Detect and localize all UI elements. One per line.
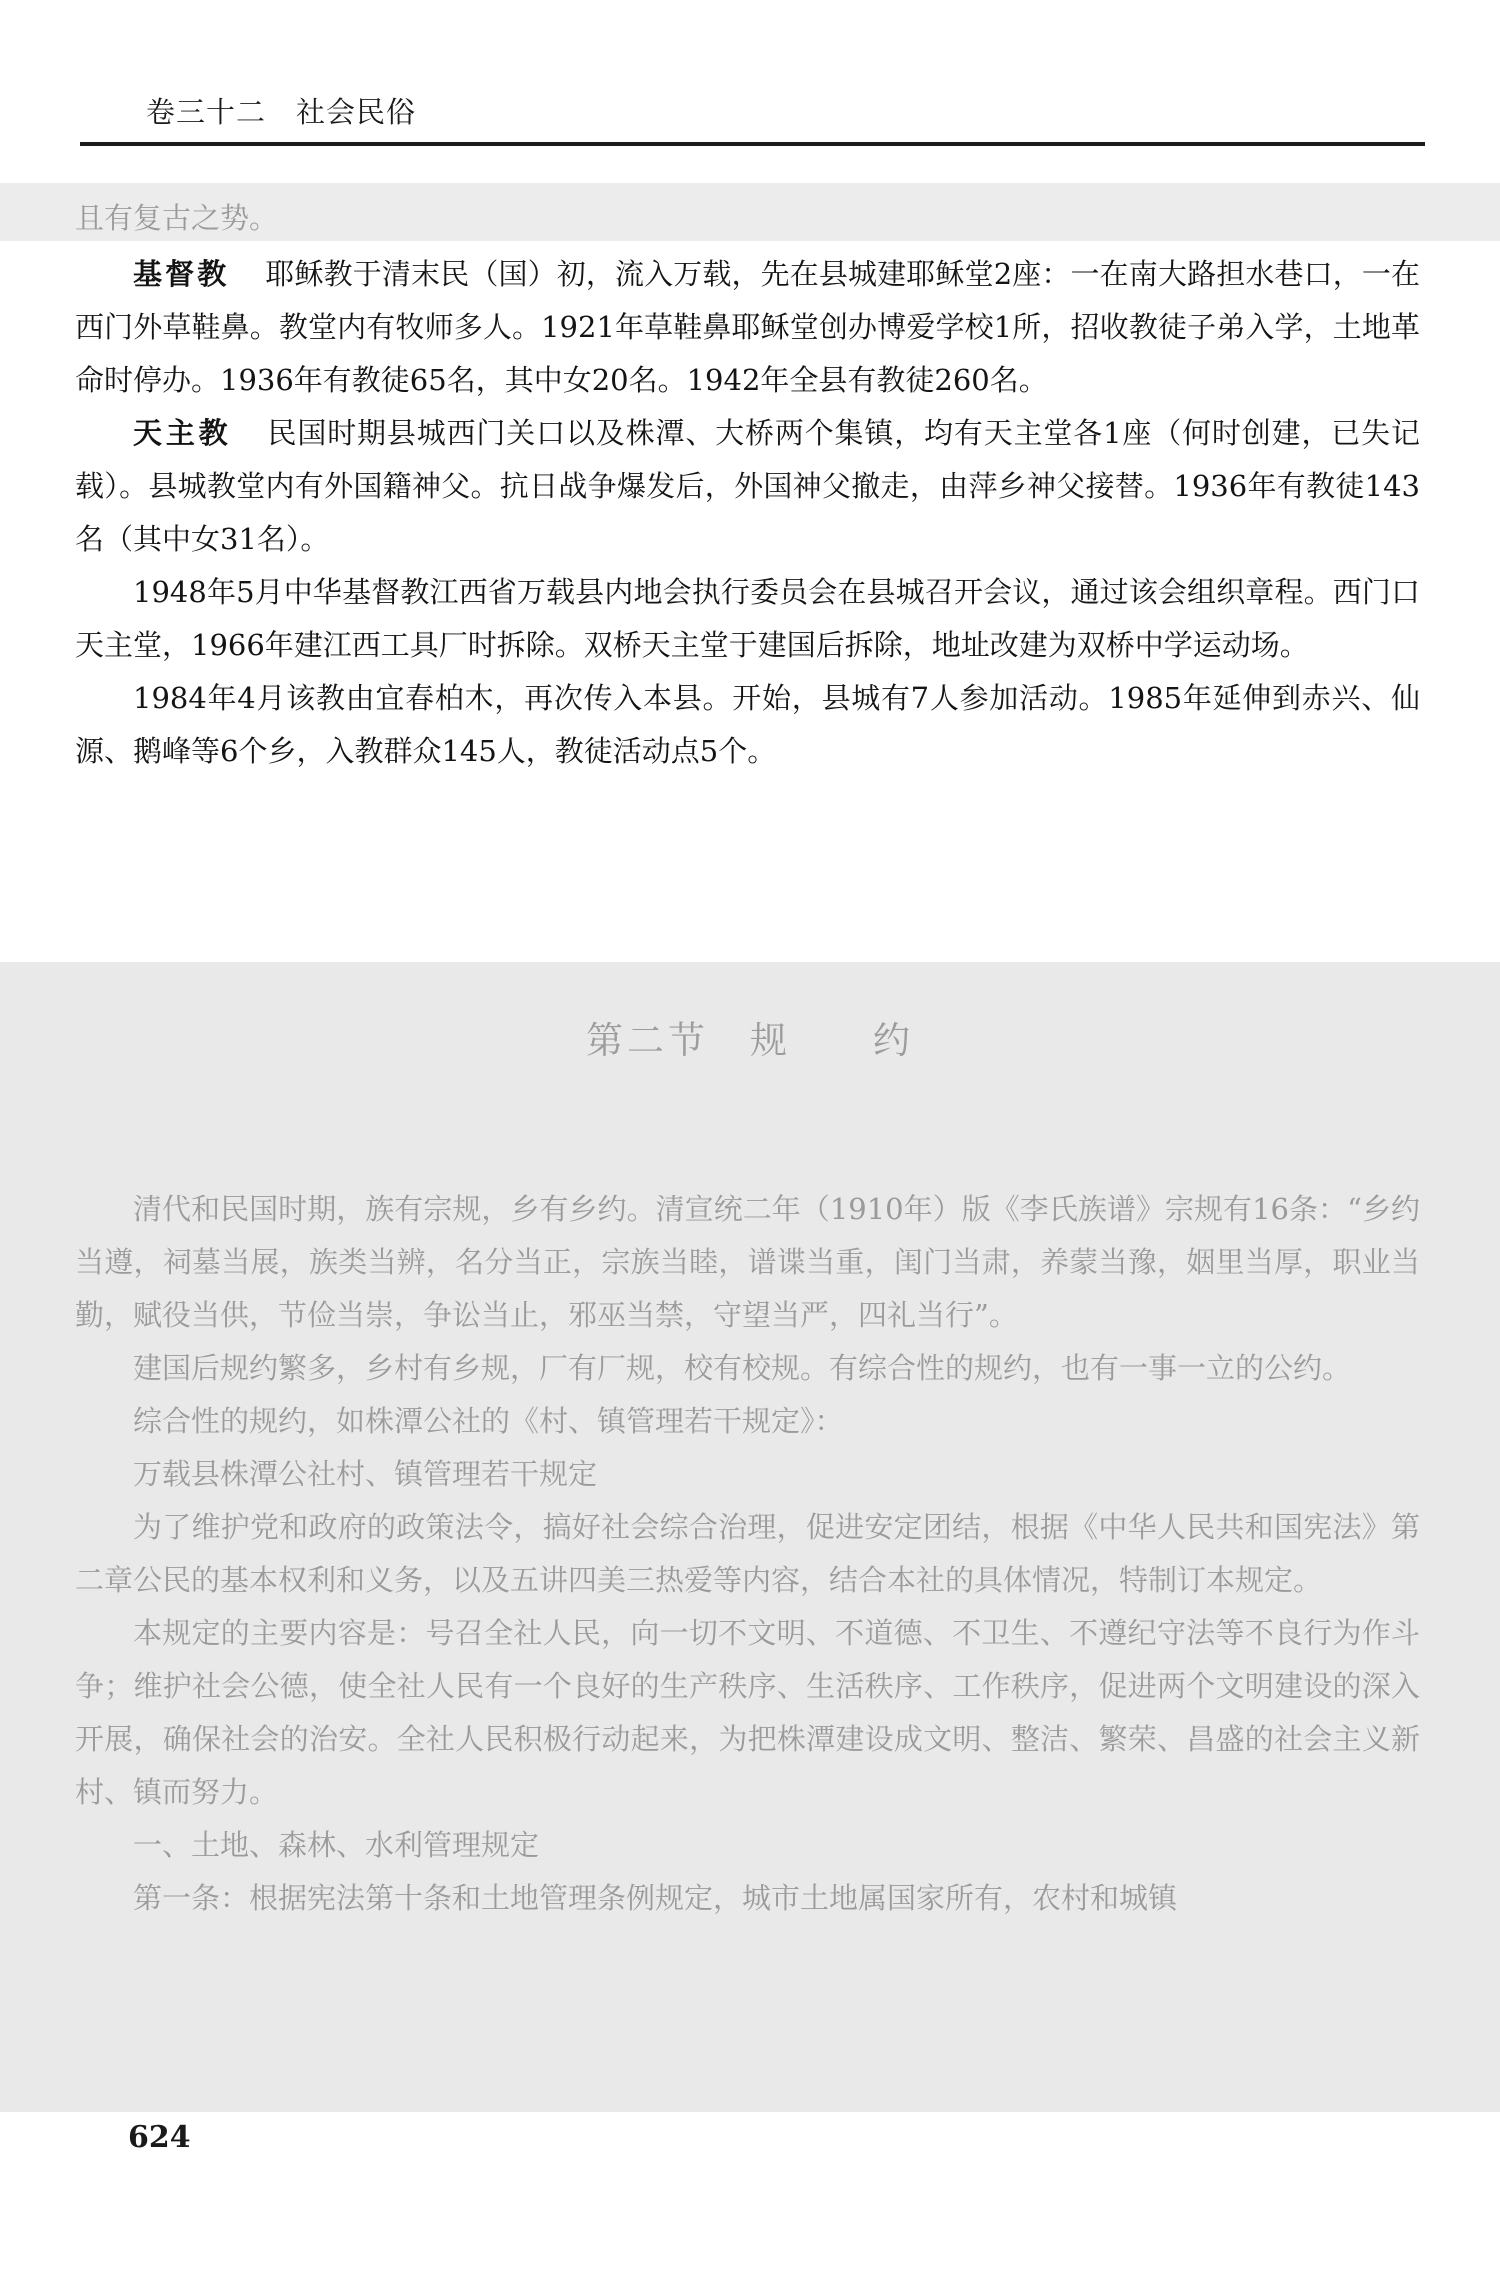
regulation-title: 万载县株潭公社村、镇管理若干规定: [133, 1457, 598, 1491]
catholicism-text: 民国时期县城西门关口以及株潭、大桥两个集镇，均有天主堂各1座（何时创建，已失记载）。县城教堂内有外国籍神父。抗日战争爆发后，外国神父撤走，由萍乡神父接替。1936年有教徒143名（其中女31名）。: [75, 416, 1420, 556]
religion-section: [75, 248, 1420, 778]
subheading: 一、土地、森林、水利管理规定: [133, 1828, 540, 1862]
paragraph: 为了维护党和政府的政策法令，搞好社会综合治理，促进安定团结，根据《中华人民共和国宪法》第二章公民的基本权利和义务，以及五讲四美三热爱等内容，结合本社的具体情况，特制订本规定。: [75, 1510, 1420, 1597]
header-rule: [80, 142, 1425, 146]
paragraph: 综合性的规约，如株潭公社的《村、镇管理若干规定》：: [133, 1404, 844, 1438]
paragraph-1984: 1984年4月该教由宜春柏木，再次传入本县。开始，县城有7人参加活动。1985年延伸到赤兴、仙源、鹅峰等6个乡，入教群众145人，教徒活动点5个。: [75, 681, 1420, 768]
paragraph: 清代和民国时期，族有宗规，乡有乡约。清宣统二年（1910年）版《李氏族谱》宗规有16条：“乡约当遵，祠墓当展，族类当辨，名分当正，宗族当睦，谱谍当重，闺门当肃，养蒙当豫，姻里当厚，职业当勤，赋役当供，节俭当崇，争讼当止，邪巫当禁，守望当严，四礼当行”。: [75, 1192, 1420, 1332]
paragraph: 第一条：根据宪法第十条和土地管理条例规定，城市土地属国家所有，农村和城镇: [133, 1881, 1178, 1915]
christianity-paragraph: [75, 248, 1420, 407]
page-number: 624: [128, 2120, 191, 2155]
catholicism-term: 天主教: [133, 416, 232, 450]
paragraph: 建国后规约繁多，乡村有乡规，厂有厂规，校有校规。有综合性的规约，也有一事一立的公约。: [133, 1351, 1352, 1385]
regulations-section: [75, 1183, 1420, 1925]
chapter-header: 卷三十二 社会民俗: [146, 95, 417, 129]
catholicism-paragraph: [75, 407, 1420, 566]
christianity-term: 基督教: [133, 257, 230, 291]
running-header: [80, 82, 1425, 152]
paragraph: 本规定的主要内容是：号召全社人民，向一切不文明、不道德、不卫生、不遵纪守法等不良行为作斗争；维护社会公德，使全社人民有一个良好的生产秩序、生活秩序、工作秩序，促进两个文明建设的深入开展，确保社会的治安。全社人民积极行动起来，为把株潭建设成文明、整洁、繁荣、昌盛的社会主义新村、镇而努力。: [75, 1616, 1420, 1809]
section-title: 第二节 规 约: [586, 1019, 914, 1062]
paragraph-1948: 1948年5月中华基督教江西省万载县内地会执行委员会在县城召开会议，通过该会组织章程。西门口天主堂，1966年建江西工具厂时拆除。双桥天主堂于建国后拆除，地址改建为双桥中学运动场。: [75, 575, 1420, 662]
christianity-text: 耶稣教于清末民（国）初，流入万载，先在县城建耶稣堂2座：一在南大路担水巷口，一在西门外草鞋鼻。教堂内有牧师多人。1921年草鞋鼻耶稣堂创办博爱学校1所，招收教徒子弟入学，土地革命时停办。1936年有教徒65名，其中女20名。1942年全县有教徒260名。: [75, 257, 1420, 397]
continued-text: [75, 192, 1420, 245]
continued-line: 且有复古之势。: [75, 201, 279, 235]
